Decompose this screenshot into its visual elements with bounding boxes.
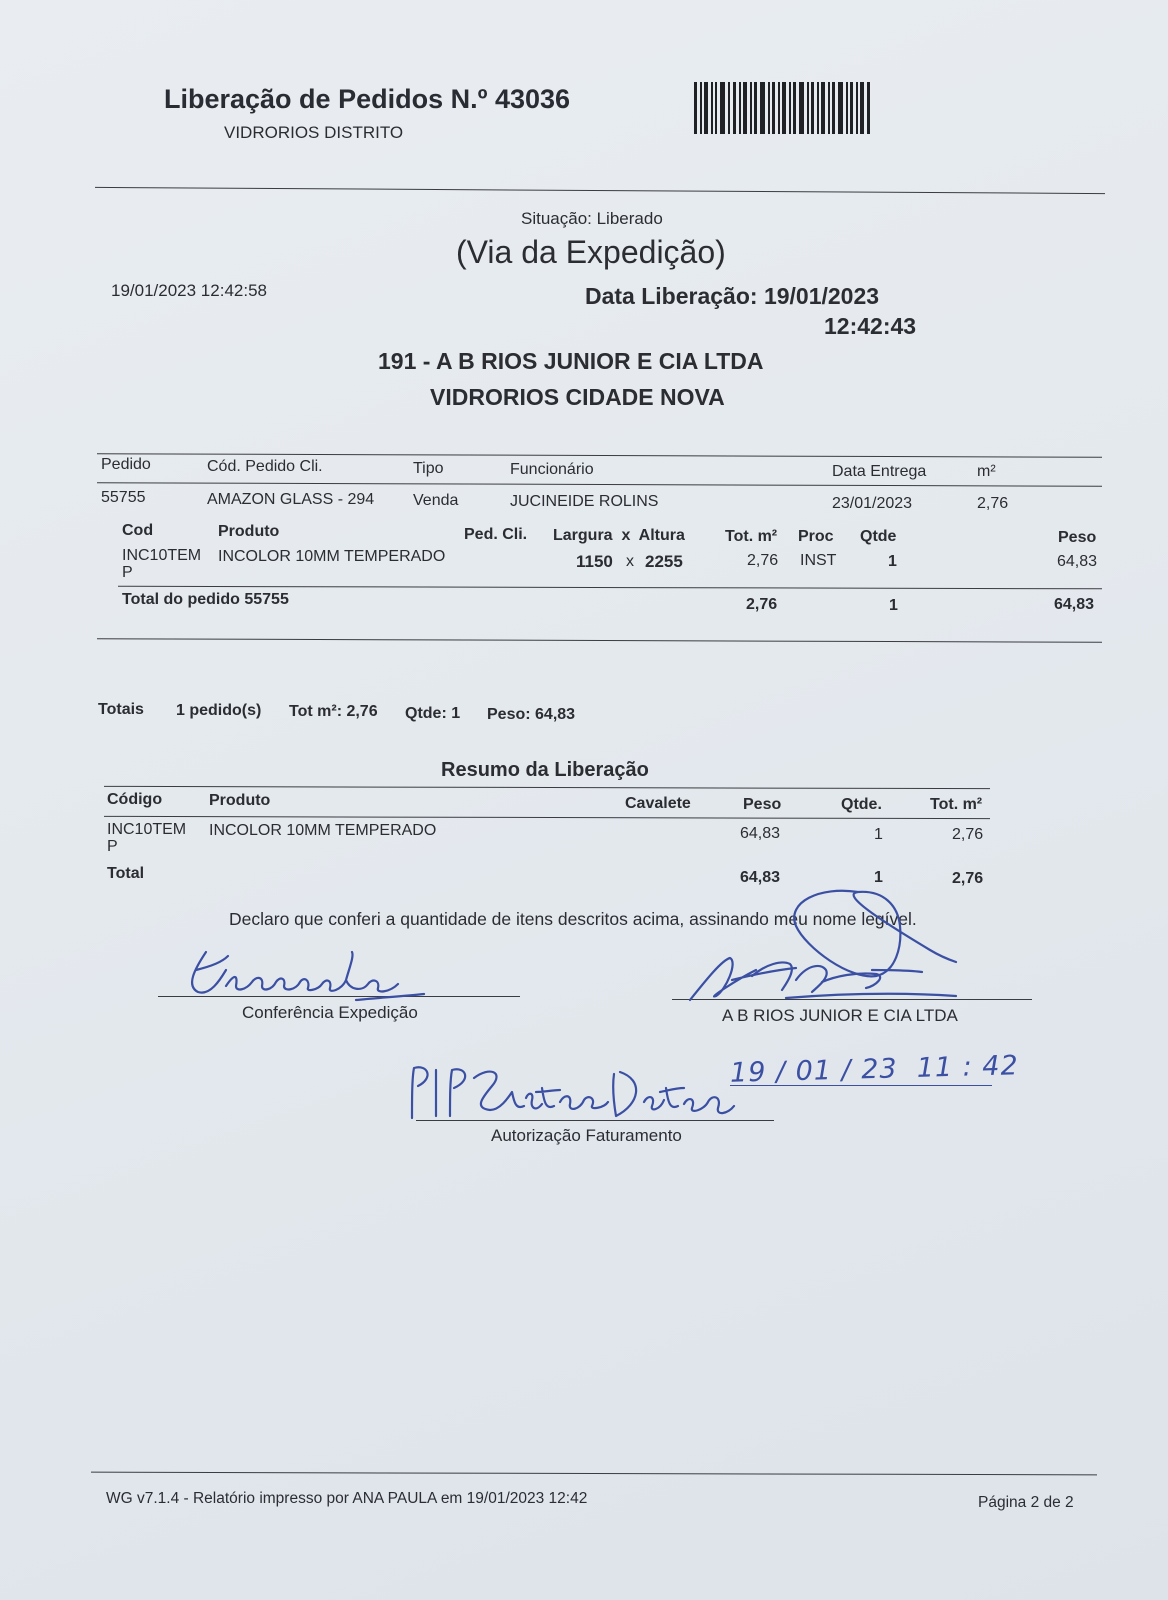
item-header-tot-m2: Tot. m²	[725, 528, 778, 545]
divider	[104, 816, 990, 819]
declaration-text: Declaro que conferi a quantidade de itens descritos acima, assinando meu nome legível.	[229, 909, 917, 929]
item-altura: 2255	[645, 552, 683, 571]
resumo-title: Resumo da Liberação	[441, 759, 649, 781]
resumo-header-codigo: Código	[107, 791, 163, 808]
resumo-total-label: Total	[107, 865, 145, 882]
totais-pedidos: 1 pedido(s)	[176, 702, 262, 719]
resumo-qtde: 1	[874, 826, 883, 843]
order-cod-pedido-cli: AMAZON GLASS - 294	[207, 491, 375, 508]
resumo-header-cavalete: Cavalete	[625, 795, 691, 812]
resumo-peso: 64,83	[740, 825, 781, 842]
item-header-cod: Cod	[122, 522, 154, 539]
item-largura: 1150	[576, 552, 613, 571]
signature-leonardo	[176, 940, 436, 1010]
resumo-produto: INCOLOR 10MM TEMPERADO	[209, 822, 437, 839]
totais-tot-m2: Tot m²: 2,76	[289, 703, 378, 720]
divider	[97, 638, 1102, 643]
header-funcionario: Funcionário	[510, 461, 594, 478]
signature-label-conferencia: Conferência Expedição	[242, 1003, 418, 1022]
order-total-label: Total do pedido 55755	[122, 591, 289, 608]
order-total-qtde: 1	[889, 597, 898, 614]
item-cod: INC10TEM	[122, 547, 202, 564]
client-name: 191 - A B RIOS JUNIOR E CIA LTDA	[378, 348, 764, 374]
company-name: VIDRORIOS DISTRITO	[224, 123, 404, 142]
resumo-header-tot-m2: Tot. m²	[930, 796, 983, 813]
data-liberacao-time: 12:42:43	[824, 313, 917, 339]
totais-peso: Peso: 64,83	[487, 706, 576, 723]
item-header-largura-altura: Largura x Altura	[553, 527, 685, 544]
signature-autorizacao	[404, 1058, 744, 1128]
resumo-codigo-continued: P	[107, 838, 118, 855]
item-proc: INST	[800, 552, 837, 569]
order-total-tot-m2: 2,76	[746, 596, 778, 613]
divider	[118, 586, 1102, 590]
handwritten-loop	[780, 876, 960, 986]
resumo-header-produto: Produto	[209, 792, 271, 809]
item-cod-continued: P	[122, 564, 133, 581]
divider	[91, 1472, 1097, 1476]
header-m2: m²	[977, 463, 996, 480]
item-header-ped-cli: Ped. Cli.	[464, 526, 528, 543]
divider	[97, 482, 1102, 487]
resumo-total-qtde: 1	[874, 869, 883, 886]
totais-qtde: Qtde: 1	[405, 705, 461, 722]
resumo-total-tot-m2: 2,76	[952, 870, 984, 887]
order-tipo: Venda	[413, 492, 459, 509]
handwritten-date: 19 / 01 / 23 11 : 42	[729, 1050, 1020, 1089]
page-number: Página 2 de 2	[978, 1494, 1074, 1511]
item-peso: 64,83	[1057, 553, 1098, 570]
totais-label: Totais	[98, 701, 144, 718]
item-header-produto: Produto	[218, 523, 280, 540]
header-tipo: Tipo	[413, 460, 444, 477]
item-produto: INCOLOR 10MM TEMPERADO	[218, 548, 446, 565]
resumo-tot-m2: 2,76	[952, 826, 984, 843]
status-text: Situação: Liberado	[521, 209, 663, 228]
item-dimension-x: x	[626, 553, 634, 570]
order-funcionario: JUCINEIDE ROLINS	[510, 493, 659, 510]
divider	[95, 187, 1105, 194]
header-data-entrega: Data Entrega	[832, 463, 927, 480]
document-title: Liberação de Pedidos N.º 43036	[164, 84, 571, 114]
client-store: VIDRORIOS CIDADE NOVA	[430, 384, 725, 410]
header-pedido: Pedido	[101, 456, 151, 473]
item-tot-m2: 2,76	[747, 552, 779, 569]
resumo-header-peso: Peso	[743, 796, 782, 813]
data-liberacao: Data Liberação: 19/01/2023	[585, 283, 880, 309]
resumo-codigo: INC10TEM	[107, 821, 187, 838]
order-pedido: 55755	[101, 489, 146, 506]
order-m2: 2,76	[977, 495, 1009, 512]
order-total-peso: 64,83	[1054, 596, 1095, 613]
via-title: (Via da Expedição)	[456, 234, 726, 270]
footer-print-info: WG v7.1.4 - Relatório impresso por ANA PAULA em 19/01/2023 12:42	[106, 1490, 588, 1507]
barcode-image	[694, 80, 874, 136]
item-header-proc: Proc	[798, 528, 834, 545]
item-qtde: 1	[888, 553, 897, 570]
printed-timestamp: 19/01/2023 12:42:58	[111, 281, 267, 300]
resumo-total-peso: 64,83	[740, 869, 781, 886]
signature-label-cliente: A B RIOS JUNIOR E CIA LTDA	[722, 1006, 958, 1025]
header-cod-pedido-cli: Cód. Pedido Cli.	[207, 458, 323, 475]
handwritten-date-underline	[730, 1085, 992, 1086]
signature-label-autorizacao: Autorização Faturamento	[491, 1126, 682, 1145]
divider	[104, 786, 990, 789]
item-header-peso: Peso	[1058, 529, 1097, 546]
item-header-qtde: Qtde	[860, 528, 897, 545]
order-data-entrega: 23/01/2023	[832, 495, 913, 512]
resumo-header-qtde: Qtde.	[841, 796, 882, 813]
